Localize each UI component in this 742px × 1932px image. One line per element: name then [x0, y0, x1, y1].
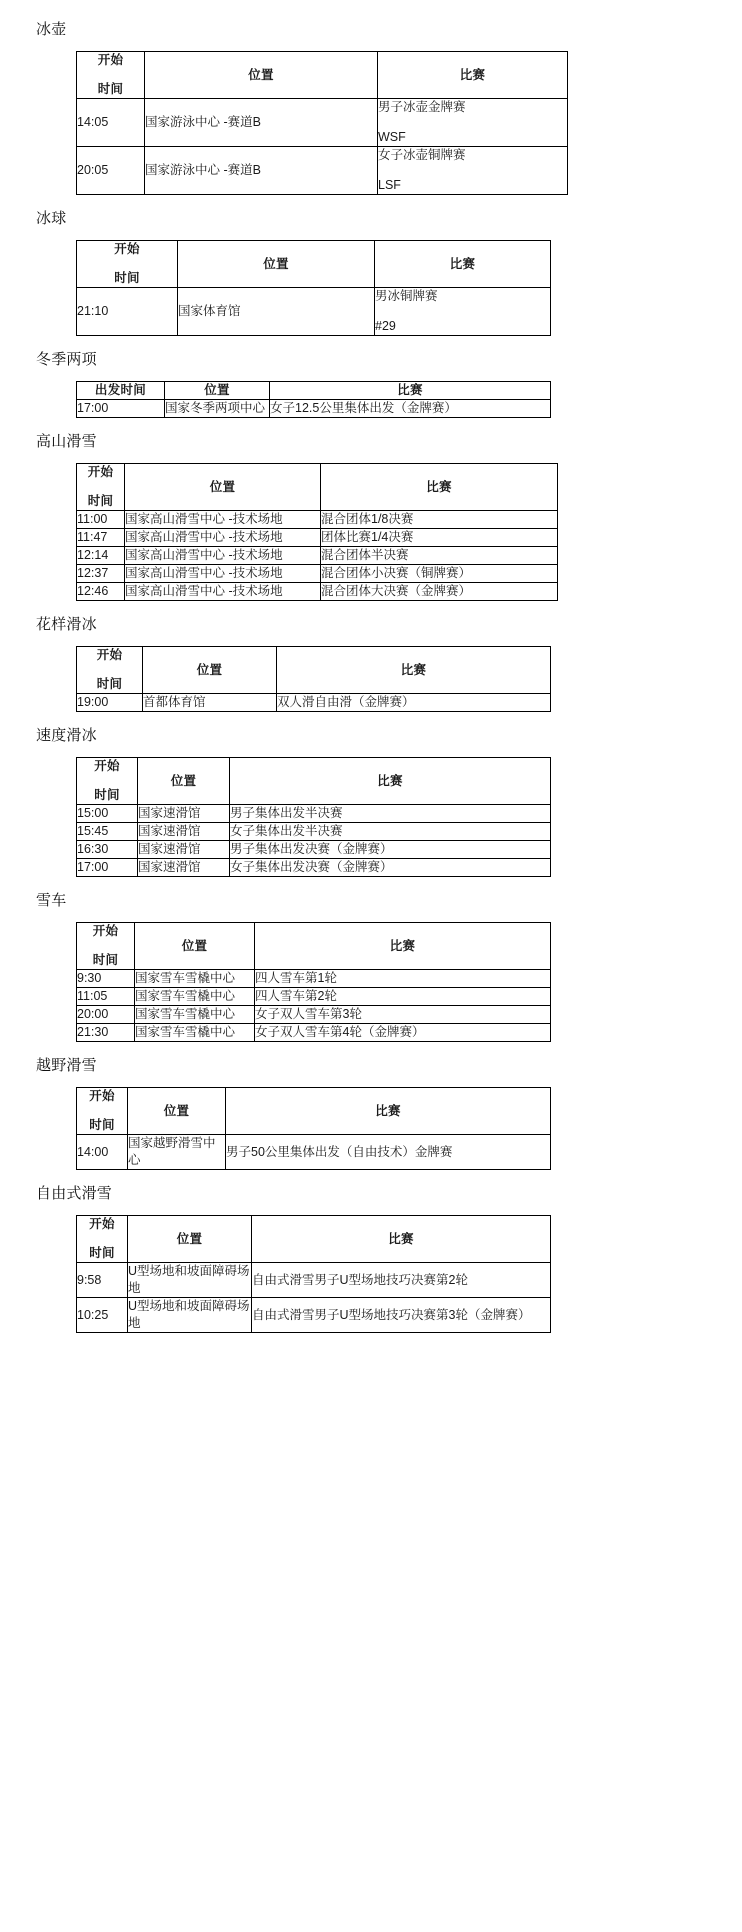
- table-row: [77, 1024, 551, 1042]
- cell-time: 17:00: [77, 400, 165, 418]
- col-header-start-time: [77, 241, 178, 288]
- col-header-line2: 时间: [89, 1118, 115, 1132]
- table-header-row: [77, 1088, 551, 1135]
- table-row: [77, 1006, 551, 1024]
- section-ice-hockey: [0, 197, 742, 336]
- table-row: [77, 859, 551, 877]
- cell-time: 19:00: [77, 694, 143, 712]
- cell-location: 国家越野滑雪中心: [128, 1135, 226, 1170]
- cell-location: 国家冬季两项中心: [165, 400, 270, 418]
- table-row: [77, 565, 558, 583]
- cell-event: 女子双人雪车第3轮: [255, 1006, 551, 1024]
- cell-event-line2: LSF: [378, 178, 401, 192]
- cell-event: [378, 99, 568, 147]
- cell-location: 国家雪车雪橇中心: [135, 970, 255, 988]
- col-header-start-time: [77, 52, 145, 99]
- table-row: [77, 400, 551, 418]
- cell-event: 四人雪车第1轮: [255, 970, 551, 988]
- col-header-departure-time: 出发时间: [77, 382, 165, 400]
- schedule-table-freestyle-skiing: [76, 1215, 551, 1333]
- sport-title-ice-hockey: 冰球: [36, 210, 67, 227]
- cell-event: 女子12.5公里集体出发（金牌赛）: [270, 400, 551, 418]
- col-header-start-time: [77, 1088, 128, 1135]
- col-header-line2: 时间: [114, 271, 140, 285]
- cell-event: [375, 288, 551, 336]
- cell-location: 国家雪车雪橇中心: [135, 1006, 255, 1024]
- col-header-event: 比赛: [252, 1216, 551, 1263]
- cell-location: 国家高山滑雪中心 -技术场地: [125, 583, 321, 601]
- cell-event: 男子50公里集体出发（自由技术）金牌赛: [226, 1135, 551, 1170]
- schedule-table-biathlon: [76, 381, 551, 418]
- cell-time: 15:45: [77, 823, 138, 841]
- cell-event: 女子集体出发半决赛: [230, 823, 551, 841]
- col-header-event: 比赛: [226, 1088, 551, 1135]
- col-header-start-time: [77, 923, 135, 970]
- col-header-start-time: [77, 1216, 128, 1263]
- table-row: [77, 1263, 551, 1298]
- section-speed-skating: [0, 714, 742, 877]
- col-header-line1: 开始: [92, 924, 119, 938]
- col-header-location: 位置: [125, 464, 321, 511]
- sport-title-freestyle-skiing: 自由式滑雪: [36, 1185, 113, 1202]
- col-header-location: 位置: [143, 647, 277, 694]
- schedule-table-figure-skating: [76, 646, 551, 712]
- col-header-start-time: [77, 758, 138, 805]
- cell-time: 17:00: [77, 859, 138, 877]
- table-row: [77, 841, 551, 859]
- col-header-start-time: [77, 464, 125, 511]
- col-header-line1: 开始: [114, 242, 140, 256]
- cell-event: 四人雪车第2轮: [255, 988, 551, 1006]
- cell-event: 混合团体半决赛: [321, 547, 558, 565]
- cell-event: 女子集体出发决赛（金牌赛）: [230, 859, 551, 877]
- table-row: [77, 547, 558, 565]
- sport-title-biathlon: 冬季两项: [36, 351, 97, 368]
- col-header-event: 比赛: [230, 758, 551, 805]
- cell-time: 15:00: [77, 805, 138, 823]
- schedule-table-curling: [76, 51, 568, 195]
- cell-location: 国家雪车雪橇中心: [135, 1024, 255, 1042]
- cell-location: 国家高山滑雪中心 -技术场地: [125, 565, 321, 583]
- col-header-event: 比赛: [321, 464, 558, 511]
- table-row: [77, 1298, 551, 1333]
- cell-event: [378, 147, 568, 195]
- col-header-location: 位置: [135, 923, 255, 970]
- cell-time: 9:58: [77, 1263, 128, 1298]
- table-header-row: [77, 647, 551, 694]
- cell-time: 11:47: [77, 529, 125, 547]
- col-header-line1: 开始: [97, 53, 124, 67]
- table-row: [77, 823, 551, 841]
- table-header-row: [77, 382, 551, 400]
- cell-location: 国家速滑馆: [138, 859, 230, 877]
- cell-event: 混合团体大决赛（金牌赛）: [321, 583, 558, 601]
- section-biathlon: [0, 338, 742, 418]
- table-header-row: [77, 464, 558, 511]
- table-row: [77, 970, 551, 988]
- col-header-line2: 时间: [94, 788, 120, 802]
- sport-title-figure-skating: 花样滑冰: [36, 616, 97, 633]
- col-header-line1: 开始: [87, 465, 114, 479]
- table-row: [77, 694, 551, 712]
- cell-time: 21:30: [77, 1024, 135, 1042]
- table-header-row: [77, 923, 551, 970]
- table-row: [77, 529, 558, 547]
- cell-time: 20:05: [77, 147, 145, 195]
- col-header-line2: 时间: [92, 953, 119, 967]
- col-header-event: 比赛: [255, 923, 551, 970]
- cell-location: 国家高山滑雪中心 -技术场地: [125, 511, 321, 529]
- cell-time: 20:00: [77, 1006, 135, 1024]
- col-header-event: 比赛: [375, 241, 551, 288]
- sport-title-bobsleigh: 雪车: [36, 892, 67, 909]
- col-header-line2: 时间: [87, 494, 114, 508]
- schedule-table-ice-hockey: [76, 240, 551, 336]
- col-header-line1: 开始: [96, 648, 123, 662]
- cell-time: 9:30: [77, 970, 135, 988]
- schedule-table-bobsleigh: [76, 922, 551, 1042]
- table-header-row: [77, 1216, 551, 1263]
- cell-event-line2: #29: [375, 319, 396, 333]
- cell-time: 16:30: [77, 841, 138, 859]
- cell-event-line1: 男冰铜牌赛: [375, 289, 438, 303]
- cell-time: 12:37: [77, 565, 125, 583]
- sport-title-alpine-skiing: 高山滑雪: [36, 433, 97, 450]
- cell-location: 国家游泳中心 -赛道B: [145, 147, 378, 195]
- cell-time: 12:46: [77, 583, 125, 601]
- col-header-start-time: [77, 647, 143, 694]
- cell-event-line1: 女子冰壶铜牌赛: [378, 148, 466, 162]
- section-cross-country-skiing: [0, 1044, 742, 1170]
- cell-time: 21:10: [77, 288, 178, 336]
- sport-title-speed-skating: 速度滑冰: [36, 727, 97, 744]
- col-header-location: 位置: [128, 1216, 252, 1263]
- cell-time: 10:25: [77, 1298, 128, 1333]
- col-header-event: 比赛: [277, 647, 551, 694]
- cell-location: 国家体育馆: [178, 288, 375, 336]
- cell-location: U型场地和坡面障碍场地: [128, 1263, 252, 1298]
- sport-title-curling: 冰壶: [36, 21, 67, 38]
- cell-location: 国家速滑馆: [138, 805, 230, 823]
- table-row: [77, 1135, 551, 1170]
- cell-event-line2: WSF: [378, 130, 406, 144]
- cell-location: 首都体育馆: [143, 694, 277, 712]
- col-header-line2: 时间: [96, 677, 123, 691]
- section-alpine-skiing: [0, 420, 742, 601]
- cell-event: 双人滑自由滑（金牌赛）: [277, 694, 551, 712]
- cell-location: 国家雪车雪橇中心: [135, 988, 255, 1006]
- cell-time: 14:00: [77, 1135, 128, 1170]
- cell-time: 14:05: [77, 99, 145, 147]
- cell-location: 国家速滑馆: [138, 823, 230, 841]
- cell-event: 自由式滑雪男子U型场地技巧决赛第3轮（金牌赛）: [252, 1298, 551, 1333]
- table-row: [77, 988, 551, 1006]
- table-header-row: [77, 758, 551, 805]
- col-header-location: 位置: [178, 241, 375, 288]
- section-figure-skating: [0, 603, 742, 712]
- col-header-line1: 开始: [94, 759, 120, 773]
- cell-location: 国家高山滑雪中心 -技术场地: [125, 529, 321, 547]
- col-header-location: 位置: [138, 758, 230, 805]
- section-bobsleigh: [0, 879, 742, 1042]
- table-row: [77, 583, 558, 601]
- cell-event: 女子双人雪车第4轮（金牌赛）: [255, 1024, 551, 1042]
- col-header-line1: 开始: [89, 1217, 115, 1231]
- cell-location: 国家游泳中心 -赛道B: [145, 99, 378, 147]
- cell-location: U型场地和坡面障碍场地: [128, 1298, 252, 1333]
- col-header-line2: 时间: [97, 82, 124, 96]
- col-header-location: 位置: [145, 52, 378, 99]
- table-header-row: [77, 241, 551, 288]
- cell-event: 混合团体小决赛（铜牌赛）: [321, 565, 558, 583]
- col-header-event: 比赛: [270, 382, 551, 400]
- schedule-table-alpine-skiing: [76, 463, 558, 601]
- col-header-line2: 时间: [89, 1246, 115, 1260]
- table-row: [77, 805, 551, 823]
- table-row: [77, 511, 558, 529]
- schedule-table-cross-country-skiing: [76, 1087, 551, 1170]
- sport-title-cross-country-skiing: 越野滑雪: [36, 1057, 97, 1074]
- cell-location: 国家速滑馆: [138, 841, 230, 859]
- table-row: [77, 99, 568, 147]
- cell-time: 11:00: [77, 511, 125, 529]
- cell-event: 男子集体出发半决赛: [230, 805, 551, 823]
- table-row: [77, 147, 568, 195]
- table-header-row: [77, 52, 568, 99]
- col-header-line1: 开始: [89, 1089, 115, 1103]
- table-row: [77, 288, 551, 336]
- col-header-event: 比赛: [378, 52, 568, 99]
- cell-time: 12:14: [77, 547, 125, 565]
- cell-event: 自由式滑雪男子U型场地技巧决赛第2轮: [252, 1263, 551, 1298]
- cell-event: 混合团体1/8决赛: [321, 511, 558, 529]
- col-header-location: 位置: [165, 382, 270, 400]
- section-freestyle-skiing: [0, 1172, 742, 1333]
- schedule-table-speed-skating: [76, 757, 551, 877]
- cell-event-line1: 男子冰壶金牌赛: [378, 100, 466, 114]
- cell-location: 国家高山滑雪中心 -技术场地: [125, 547, 321, 565]
- col-header-location: 位置: [128, 1088, 226, 1135]
- cell-time: 11:05: [77, 988, 135, 1006]
- section-curling: [0, 8, 742, 195]
- cell-event: 男子集体出发决赛（金牌赛）: [230, 841, 551, 859]
- cell-event: 团体比赛1/4决赛: [321, 529, 558, 547]
